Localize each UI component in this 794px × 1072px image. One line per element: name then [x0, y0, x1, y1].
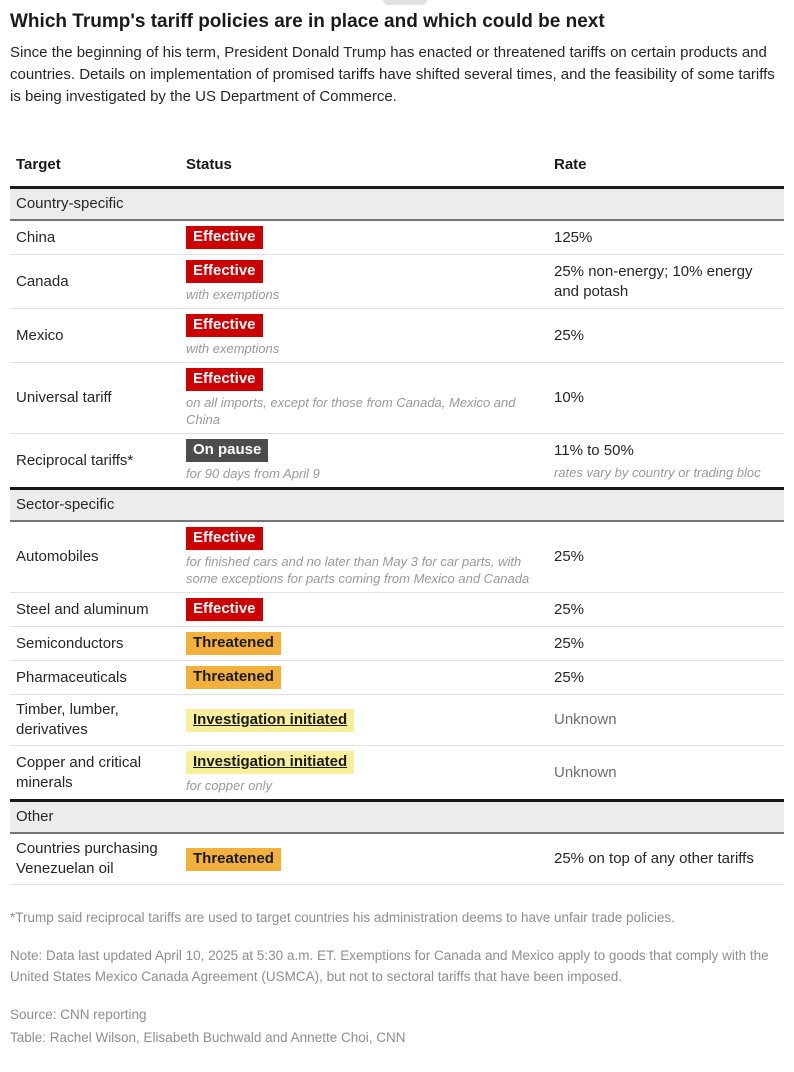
section-header: Other — [10, 799, 784, 834]
table-row — [10, 221, 784, 255]
table-header-row — [10, 146, 784, 186]
section-header: Country-specific — [10, 186, 784, 221]
target-cell: Automobiles — [16, 548, 99, 565]
rate-cell — [548, 228, 784, 248]
rate-value: 25% — [554, 548, 585, 565]
status-note: with exemptions — [186, 341, 280, 356]
target-cell: Semiconductors — [16, 634, 124, 652]
rate-cell — [548, 763, 784, 783]
column-header-rate: Rate — [554, 156, 587, 173]
status-badge: Effective — [186, 527, 263, 550]
table-footer — [10, 907, 784, 1048]
rate-cell — [548, 441, 784, 481]
column-header-status: Status — [186, 156, 232, 173]
column-header-target: Target — [16, 156, 61, 173]
status-cell — [180, 709, 548, 732]
status-badge: Effective — [186, 314, 263, 337]
status-cell — [180, 368, 548, 428]
status-cell — [180, 666, 548, 689]
section-header: Sector-specific — [10, 487, 784, 522]
rate-cell — [548, 547, 784, 567]
top-edge-pill — [383, 0, 427, 5]
rate-note: rates vary by country or trading bloc — [554, 464, 761, 480]
table-row — [10, 695, 784, 746]
status-note: on all imports, except for those from Canada, Mexico and China — [186, 395, 516, 427]
target-cell: Copper and critical minerals — [16, 753, 142, 791]
rate-cell — [548, 634, 784, 654]
rate-cell — [548, 849, 784, 869]
status-badge: Effective — [186, 598, 263, 621]
source-line: Source: CNN reporting — [10, 1007, 147, 1022]
table-row — [10, 593, 784, 627]
target-cell: Canada — [16, 272, 69, 290]
status-cell — [180, 848, 548, 871]
table-row — [10, 661, 784, 695]
rate-cell — [548, 388, 784, 408]
data-note: Note: Data last updated April 10, 2025 at 5:30 a.m. ET. Exemptions for Canada and Mexico apply to goods that comply with the United States Mexico Canada Agreement (USMCA), but not to sectoral tariffs that have been imposed. — [10, 948, 769, 984]
status-cell — [180, 527, 548, 587]
rate-cell — [548, 710, 784, 730]
rate-value: 11% to 50% — [554, 441, 634, 459]
table-row — [10, 834, 784, 885]
table-row — [10, 255, 784, 309]
status-badge: Effective — [186, 260, 263, 283]
status-cell — [180, 226, 548, 249]
rate-value: 10% — [554, 389, 585, 406]
page-description: Since the beginning of his term, President Donald Trump has enacted or threatened tariffs on certain products and countries. Details on implementation of promised tariffs have shifted several times, and the feasibility of some tariffs is being investigated by the US Department of Commerce. — [10, 44, 775, 105]
rate-value: 25% — [554, 326, 585, 344]
rate-cell — [548, 668, 784, 688]
rate-value: 25% — [554, 600, 585, 618]
table-row — [10, 309, 784, 363]
table-row — [10, 434, 784, 487]
status-cell — [180, 598, 548, 621]
rate-cell — [548, 262, 784, 302]
rate-value: Unknown — [554, 711, 617, 728]
status-badge: Threatened — [186, 666, 281, 689]
table-row — [10, 746, 784, 799]
status-badge[interactable]: Investigation initiated — [186, 751, 354, 774]
status-badge: Effective — [186, 226, 263, 249]
status-cell — [180, 314, 548, 357]
table-row — [10, 522, 784, 593]
page-title: Which Trump's tariff policies are in place and which could be next — [10, 11, 605, 32]
status-badge: Threatened — [186, 632, 281, 655]
status-cell — [180, 751, 548, 794]
target-cell: Universal tariff — [16, 389, 112, 406]
table-row — [10, 627, 784, 661]
rate-value: Unknown — [554, 763, 617, 781]
status-cell — [180, 632, 548, 655]
target-cell: Mexico — [16, 326, 64, 344]
status-badge: On pause — [186, 439, 268, 462]
rate-value: 25% on top of any other tariffs — [554, 850, 754, 867]
table-row — [10, 363, 784, 434]
table-body — [10, 186, 784, 885]
status-cell — [180, 439, 548, 482]
rate-cell — [548, 326, 784, 346]
rate-value: 25% — [554, 668, 585, 686]
status-badge: Effective — [186, 368, 263, 391]
target-cell: China — [16, 228, 56, 246]
rate-value: 125% — [554, 228, 593, 246]
tariff-table — [10, 146, 784, 885]
target-cell: Countries purchasing Venezuelan oil — [16, 840, 158, 877]
rate-value: 25% — [554, 634, 585, 652]
rate-value: 25% non-energy; 10% energy and potash — [554, 262, 753, 300]
target-cell: Pharmaceuticals — [16, 668, 127, 686]
status-note: for copper only — [186, 778, 272, 793]
rate-cell — [548, 600, 784, 620]
status-note: for 90 days from April 9 — [186, 466, 320, 481]
target-cell: Reciprocal tariffs* — [16, 451, 134, 469]
status-badge[interactable]: Investigation initiated — [186, 709, 354, 732]
status-note: for finished cars and no later than May 3 for car parts, with some exceptions for parts coming from Mexico and Canada — [186, 554, 530, 586]
target-cell: Steel and aluminum — [16, 600, 149, 618]
status-note: with exemptions — [186, 287, 280, 302]
credit-line: Table: Rachel Wilson, Elisabeth Buchwald and Annette Choi, CNN — [10, 1030, 406, 1045]
status-badge: Threatened — [186, 848, 281, 871]
target-cell: Timber, lumber, derivatives — [16, 701, 119, 738]
reciprocal-footnote: *Trump said reciprocal tariffs are used to target countries his administration deems to have unfair trade policies. — [10, 910, 675, 925]
status-cell — [180, 260, 548, 303]
